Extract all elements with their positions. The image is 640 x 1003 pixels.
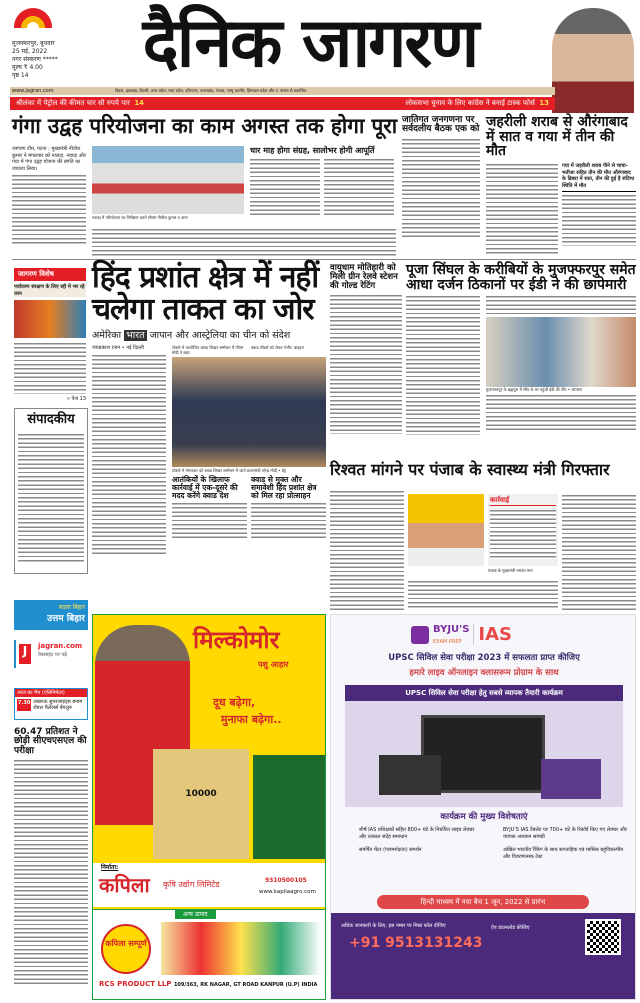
ed-photo: [486, 317, 636, 387]
headline-railway[interactable]: वायुधाम मोतिहारी को मिली ग्रीन रेलवे स्टेशन की गोल्ड रेटिंग: [330, 263, 398, 291]
date: 25 मई, 2022: [12, 48, 48, 55]
byline: जयप्रकाश रंजन • नई दिल्ली: [92, 345, 144, 351]
headline-ganga[interactable]: गंगा उद्वह परियोजना का काम अगस्त तक होगा पूरा: [12, 114, 398, 138]
bullet: क्वाड लीडर्स को लेकर गंभीर: बाइडन: [251, 345, 304, 350]
products-photo: [161, 922, 321, 975]
photo-caption: मुजफ्फरपुर के ब्रह्मपुरा में सीए के घर पहुंची ईडी की टीम • जागरण: [486, 387, 583, 393]
headline-punjab[interactable]: रिश्वत मांगने पर पंजाब के स्वास्थ्य मंत्री गिरफ्तार: [330, 460, 610, 479]
masthead-title: दैनिक जागरण: [142, 4, 478, 83]
headline-indopacific[interactable]: हिंद प्रशांत क्षेत्र में नहीं चलेगा ताकत का जोर: [92, 260, 319, 327]
milkomore-ad[interactable]: मिल्कोमोर पशु आहार दूध बढ़ेगा, मुनाफा बढ़ेगा.. 10000 निर्माता: कपिला कृषि उद्योग लिमिटेड 9310500105 www.kapilaagro.com अन्य उत्पाद कपिला सम्पूर्ण RCS PRODUCT LLP 109/363, RK NAGAR, GT ROAD KANPUR (U.P) INDIA: [92, 614, 326, 1000]
photo-caption: पंजाब के मुख्यमंत्री भगवंत मान: [488, 568, 533, 573]
ganga-photo: [92, 146, 244, 214]
ticker-item[interactable]: लोकसभा चुनाव के लिए कांग्रेस ने बनाई टास्क फोर्स 13: [405, 99, 549, 107]
ticker-item[interactable]: श्रीलंका में पेट्रोल की कीमत चार सौ रुपये पार 14: [16, 99, 145, 107]
ticker-bar: [10, 97, 555, 110]
pages: पृष्ठ 14: [12, 72, 29, 79]
story-lead: जागरण टीम, पटना : मुख्यमंत्री नीतीश कुमार ने मंगलवार को नालंदा, नवादा और गया में गंगा उद्वह योजना की प्रगति का जायजा लिया।: [12, 146, 86, 172]
sonia-gandhi-photo: [552, 8, 634, 113]
headline-exam[interactable]: 60.47 प्रतिशत ने छोड़ी सीएचएसएल की परीक्षा: [14, 727, 87, 756]
subhead: चार माह होगा संग्रह, सालोभर होगी आपूर्ति: [250, 146, 375, 155]
action-box: कार्रवाई: [488, 494, 558, 566]
states-text: बिहार, झारखंड, दिल्ली, उत्तर प्रदेश, मध्य प्रदेश, हरियाणा, उत्तराखंड, पंजाब, जम्मू कश्मीर, हिमाचल प्रदेश और प. बंगाल से प्रकाशित: [115, 88, 307, 93]
special-photo: [14, 300, 86, 338]
website-link[interactable]: www.jagran.com: [12, 88, 54, 94]
editorial-box: [14, 408, 88, 574]
headline-ed[interactable]: पूजा सिंघल के करीबियों के मुजफ्फरपुर समेत आधा दर्जन ठिकानों पर ईडी ने की छापेमारी: [406, 262, 636, 293]
edition-bar: [10, 87, 555, 95]
batch-button[interactable]: हिन्दी माध्यम में नया बैच 1 जून, 2022 से प्रारंभ: [377, 895, 589, 909]
photo-caption: टोक्यो में मंगलवार को क्वाड शिखर सम्मेलन में जाते प्रधानमंत्री नरेन्द्र मोदी • प्रेट्र: [172, 468, 287, 473]
editorial-title: संपादकीय: [27, 412, 75, 427]
product-bag-green: [253, 755, 325, 859]
headline-census[interactable]: जातिगत जनगणना पर सर्वदलीय बैठक एक को: [402, 115, 480, 135]
qr-code-icon[interactable]: [585, 919, 621, 955]
bullet: टोक्यो में आयोजित क्वाड शिखर सम्मेलन में पीएम मोदी ने कहा: [172, 345, 244, 355]
sidestory-headline[interactable]: आतंकियों के खिलाफ कार्रवाई में एक-दूसरे की मदद करेंगे क्वाड देश: [172, 475, 238, 500]
page-ref[interactable]: » पेज 13: [66, 396, 86, 402]
city-day: मुजफ्फरपुर, बुधवार: [12, 40, 55, 47]
special-teaser[interactable]: पर्यावरण संरक्षण के लिए रद्दी में भर रहे जान: [14, 284, 85, 297]
phone-number[interactable]: +91 9513131243: [349, 935, 483, 951]
price: मूल्य ₹ 4.00: [12, 64, 43, 71]
edition: नगर संस्करण *****: [12, 56, 58, 63]
jagran-special-label: जागरण विशेष: [14, 268, 86, 281]
match-box: आज का मैच (एलिमिनेटर) 7.30 लखनऊ सुपरजाइंट्स बनाम रॉयल चैलेंजर्स बेंगलुरु: [14, 688, 88, 720]
quad-photo: [172, 357, 326, 467]
indopacific-subhead: अमेरिका भारत जापान और आस्ट्रेलिया का चीन को संदेश: [92, 330, 291, 341]
jagran-com-promo[interactable]: J jagran.com वेबसाइट पर पढ़ें: [14, 640, 88, 668]
byjus-ad[interactable]: BYJU'S EXAM PREP IAS UPSC सिविल सेवा परीक्षा 2023 में सफलता प्राप्त कीजिए हमारे लाइव ऑनलाइन क्लासरूम प्रोग्राम के साथ UPSC सिविल सेवा परीक्षा हेतु सबसे व्यापक तैयारी कार्यक्रम कार्यक्रम की मुख्य विशेषताएं शीर्ष IAS प्रशिक्षकों सहित 800+ घंटे के निर्धारित लाइव लेक्चर और तत्काल संदेह समाधान समर्पित मेंटर (परामर्शदाता) समर्थन BYJU'S IAS टैबलेट पर 700+ घंटे के रिकॉर्ड किए गए लेक्चर और व्यापक अध्ययन सामग्री अखिल भारतीय रैंकिंग के साथ साप्ताहिक एवं मासिक बहुविकल्पीय और विवरणात्मक टेस्ट हिन्दी माध्यम में नया बैच 1 जून, 2022 से प्रारंभ अधिक जानकारी के लिए, इस नम्बर पर मिस्ड कॉल दीजिए +91 9513131243 ऐप डाउनलोड कीजिए: [330, 614, 636, 1000]
punjab-minister-photo: [408, 494, 484, 566]
headline-liquor[interactable]: जहरीली शराब से औरंगाबाद में सात व गया में तीन की मौत: [486, 114, 628, 160]
logo-sun-icon: [14, 8, 52, 28]
sidestory-headline[interactable]: क्वाड से मुक्त और समावेशी हिंद प्रशांत क्षेत्र को मिल रहा प्रोत्साहन: [251, 475, 317, 500]
product-bag: 10000: [153, 749, 249, 859]
laptop-illustration: [345, 701, 623, 807]
bihar-logo: बदला बिहार उत्तम बिहार: [14, 600, 88, 630]
byjus-logo: BYJU'S EXAM PREP IAS: [411, 623, 512, 646]
photo-caption: नवादा में परियोजना का निरीक्षण करते सीएम नीतीश कुमार व अन्य: [92, 215, 188, 220]
liquor-highlight: गया में जहरीली शराब पीने से चाचा-भतीजा सहित तीन की मौत औरंगाबाद के ढिबरा में सात, तीन की हुई है संदिग्ध स्थिति में मौत: [562, 163, 636, 192]
